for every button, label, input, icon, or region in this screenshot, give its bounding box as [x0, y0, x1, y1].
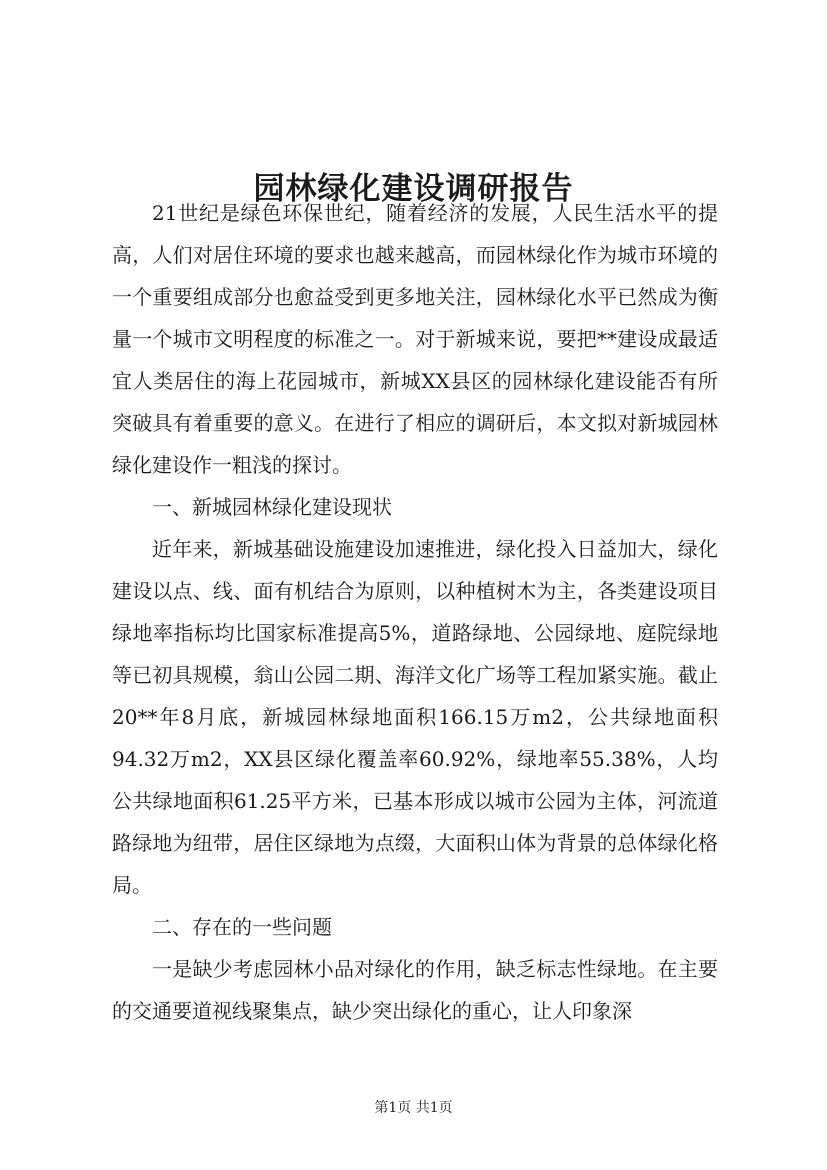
paragraph-status: 近年来，新城基础设施建设加速推进，绿化投入日益加大，绿化建设以点、线、面有机结合为原则，以种植树木为主，各类建设项目绿地率指标均比国家标准提高5%，道路绿地、公园绿地、庭院绿地等已初具规模，翁山公园二期、海洋文化广场等工程加紧实施。截止20**年8月底，新城园林绿地面积166.15万m2，公共绿地面积94.32万m2，XX县区绿化覆盖率60.92%，绿地率55.38%，人均公共绿地面积61.25平方米，已基本形成以城市公园为主体，河流道路绿地为纽带，居住区绿地为点缀，大面积山体为背景的总体绿化格局。: [112, 537, 718, 897]
paragraph-intro: 21世纪是绿色环保世纪，随着经济的发展，人民生活水平的提高，人们对居住环境的要求也越来越高，而园林绿化作为城市环境的一个重要组成部分也愈益受到更多地关注，园林绿化水平已然成为衡量一个城市文明程度的标准之一。对于新城来说，要把**建设成最适宜人类居住的海上花园城市，新城XX县区的园林绿化建设能否有所突破具有着重要的意义。在进行了相应的调研后，本文拟对新城园林绿化建设作一粗浅的探讨。: [112, 201, 718, 477]
section-heading-status: 一、新城园林绿化建设现状: [152, 495, 392, 519]
document-title: 园林绿化建设调研报告: [253, 170, 574, 207]
paragraph-problems: 一是缺少考虑园林小品对绿化的作用，缺乏标志性绿地。在主要的交通要道视线聚集点，缺少突出绿化的重心，让人印象深: [112, 957, 718, 1023]
section-heading-problems: 二、存在的一些问题: [152, 915, 332, 939]
page-number: 第1页 共1页: [374, 1100, 453, 1116]
document-body: [112, 192, 718, 1032]
